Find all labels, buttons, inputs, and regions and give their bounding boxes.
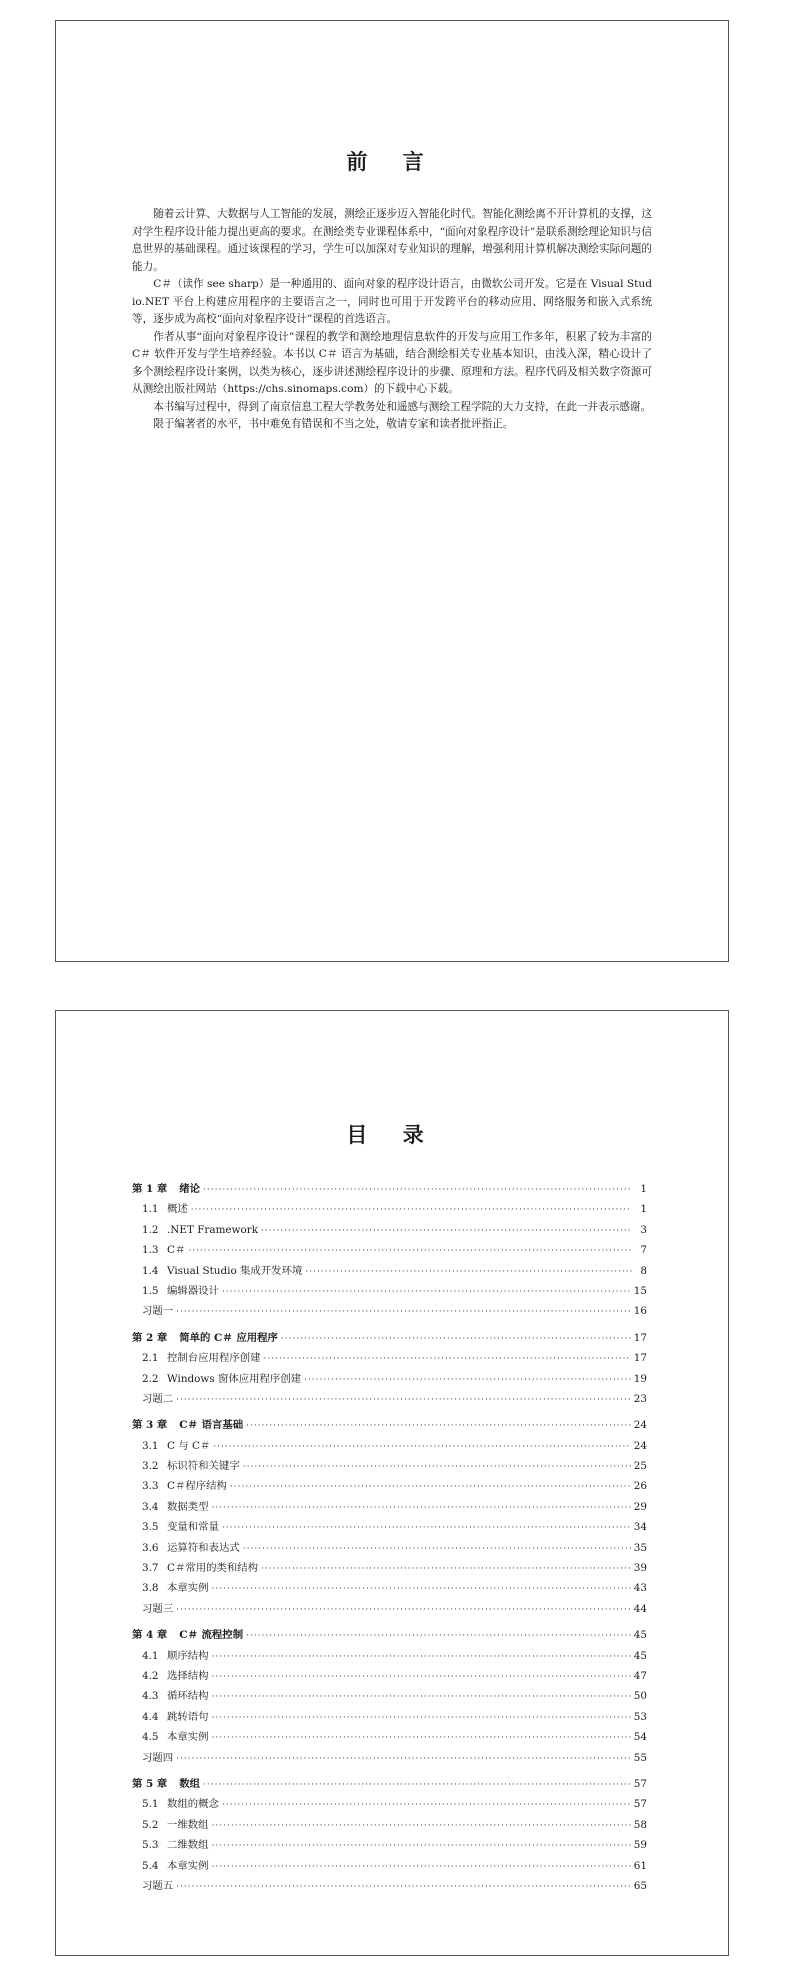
toc-entry-label — [142, 1261, 302, 1281]
toc-page-number: 54 — [633, 1731, 647, 1744]
toc-entry-label — [142, 1199, 188, 1219]
toc-entry-title: Windows 窗体应用程序创建 — [167, 1372, 302, 1385]
toc-entry-title: 习题三 — [142, 1602, 174, 1615]
toc-section-entry[interactable] — [132, 1815, 647, 1835]
toc-page-number: 55 — [633, 1751, 647, 1764]
toc-entry-title: 变量和常量 — [167, 1521, 219, 1534]
toc-section-entry[interactable] — [132, 1436, 647, 1456]
toc-entry-title: 习题二 — [142, 1392, 174, 1405]
toc-entry-title: 本章实例 — [167, 1859, 209, 1872]
toc-entry-label — [142, 1220, 258, 1240]
toc-entry-title: 习题五 — [142, 1879, 174, 1892]
toc-entry-label — [142, 1456, 240, 1476]
dot-leader — [281, 1329, 631, 1349]
toc-page-number: 57 — [633, 1798, 647, 1811]
toc-entry-number: 第 1 章 — [132, 1183, 168, 1195]
toc-entry-label — [142, 1436, 210, 1456]
toc-entry-number: 3.4 — [142, 1500, 159, 1513]
toc-entry-title: Visual Studio 集成开发环境 — [167, 1264, 303, 1277]
dot-leader — [212, 1816, 631, 1836]
dot-leader — [212, 1836, 631, 1856]
toc-section-entry[interactable] — [132, 1707, 647, 1727]
toc-entry-label — [142, 1727, 209, 1747]
toc-title: 目 录 — [346, 1122, 438, 1147]
toc-page-number: 65 — [633, 1879, 647, 1892]
toc-page-number: 53 — [633, 1710, 647, 1723]
dot-leader — [243, 1457, 631, 1477]
toc-entry-title: 标识符和关键字 — [167, 1460, 240, 1473]
toc-page-number: 58 — [633, 1818, 647, 1831]
toc-entry-number: 3.5 — [142, 1521, 159, 1534]
toc-chapter-entry[interactable] — [132, 1774, 647, 1794]
toc-entry-title: 简单的 C＃ 应用程序 — [179, 1331, 278, 1344]
toc-page-number: 8 — [640, 1264, 647, 1277]
toc-exercise-entry[interactable] — [132, 1876, 647, 1896]
toc-entry-label — [142, 1876, 173, 1896]
toc-entry-label — [142, 1856, 209, 1876]
toc-page-number: 24 — [633, 1439, 647, 1452]
toc-entry-number: 4.3 — [142, 1690, 159, 1703]
toc-entry-label — [142, 1369, 301, 1389]
toc-chapter-entry[interactable] — [132, 1328, 647, 1348]
preface-paragraph: 限于编著者的水平，书中难免有错误和不当之处，敬请专家和读者批评指正。 — [153, 418, 514, 430]
toc-entry-label — [142, 1517, 219, 1537]
toc-section-entry[interactable] — [132, 1199, 647, 1219]
toc-section-entry[interactable] — [132, 1646, 647, 1666]
toc-entry-number: 1.5 — [142, 1284, 159, 1297]
toc-section-entry[interactable] — [132, 1538, 647, 1558]
dot-leader — [243, 1539, 631, 1559]
toc-chapter — [132, 1328, 647, 1410]
toc-entry-label — [132, 1625, 243, 1645]
toc-entry-title: 数组的概念 — [167, 1798, 219, 1811]
toc-entry-label — [142, 1389, 173, 1409]
toc-entry-title: 数组 — [179, 1777, 201, 1790]
dot-leader — [176, 1749, 631, 1769]
dot-leader — [212, 1728, 631, 1748]
toc-page-number: 50 — [633, 1690, 647, 1703]
toc-entry-label — [142, 1686, 209, 1706]
toc-entry-title: 选择结构 — [167, 1669, 209, 1682]
toc-entry-title: 运算符和表达式 — [167, 1541, 240, 1554]
toc-entry-title: 循环结构 — [167, 1690, 209, 1703]
dot-leader — [212, 1857, 631, 1877]
dot-leader — [176, 1877, 631, 1897]
preface-paragraph: C＃（读作 see sharp）是一种通用的、面向对象的程序设计语言，由微软公司开发。它是在 Visual Studio.NET 平台上构建应用程序的主要语言之一，同时也可用于开发跨平台的移动应用、网络服务和嵌入式系统等，逐步成为高校“面向对象程序设计”课程的首选语言。 — [132, 278, 652, 325]
dot-leader — [212, 1667, 631, 1687]
toc-section-entry[interactable] — [132, 1794, 647, 1814]
toc-chapter-entry[interactable] — [132, 1625, 647, 1645]
toc-entry-number: 2.2 — [142, 1372, 159, 1385]
toc-entry-label — [142, 1301, 173, 1321]
toc-entry-number: 3.8 — [142, 1582, 159, 1595]
toc-entry-number: 4.2 — [142, 1669, 159, 1682]
toc-page-number: 23 — [633, 1392, 647, 1405]
dot-leader — [230, 1477, 631, 1497]
toc-page-number: 17 — [633, 1352, 647, 1365]
toc-exercise-entry[interactable] — [132, 1301, 647, 1321]
dot-leader — [261, 1559, 631, 1579]
toc-entry-title: 本章实例 — [167, 1731, 209, 1744]
dot-leader — [246, 1626, 631, 1646]
toc-page-number: 34 — [633, 1521, 647, 1534]
toc-entry-number: 2.1 — [142, 1352, 159, 1365]
toc-entry-number: 第 2 章 — [132, 1331, 168, 1344]
toc-entry-number: 第 4 章 — [132, 1629, 168, 1642]
toc-page-number: 15 — [633, 1284, 647, 1297]
toc-page-number: 1 — [640, 1183, 647, 1195]
toc-section-entry[interactable] — [132, 1281, 647, 1301]
toc-entry-label — [142, 1835, 209, 1855]
toc-entry-number: 5.2 — [142, 1818, 159, 1831]
toc-entry-title: 本章实例 — [167, 1582, 209, 1595]
dot-leader — [191, 1200, 632, 1220]
toc-entry-number: 3.6 — [142, 1541, 159, 1554]
toc-section-entry[interactable] — [132, 1456, 647, 1476]
toc-list — [132, 1179, 647, 1902]
preface-paragraph: 作者从事“面向对象程序设计”课程的教学和测绘地理信息软件的开发与应用工作多年，积累了较为丰富的 C＃ 软件开发与学生培养经验。本书以 C＃ 语言为基础，结合测绘相关专业基本知识，由浅入深，精心设计了多个测绘程序设计案例，以类为核心，逐步讲述测绘程序设计的步骤、原理和方法。程序代码及相关数字资源可从测绘出版社网站（https://chs.sinomaps.com）的下载中心下载。 — [132, 330, 652, 395]
toc-page-number: 3 — [640, 1223, 647, 1236]
dot-leader — [212, 1687, 631, 1707]
dot-leader — [203, 1775, 631, 1795]
dot-leader — [222, 1795, 631, 1815]
toc-entry-label — [142, 1578, 209, 1598]
toc-entry-title: 一维数组 — [167, 1818, 209, 1831]
toc-entry-label — [142, 1538, 240, 1558]
toc-entry-title: C＃ 语言基础 — [179, 1419, 244, 1432]
toc-section-entry[interactable] — [132, 1369, 647, 1389]
toc-entry-title: 跳转语句 — [167, 1710, 209, 1723]
toc-entry-number: 5.4 — [142, 1859, 159, 1872]
toc-section-entry[interactable] — [132, 1578, 647, 1598]
toc-page-number: 16 — [633, 1305, 647, 1318]
toc-entry-number: 1.1 — [142, 1203, 159, 1216]
toc-entry-label — [142, 1748, 173, 1768]
toc-entry-label — [132, 1415, 243, 1435]
toc-entry-title: 习题一 — [142, 1305, 174, 1318]
preface-page — [55, 20, 729, 962]
toc-entry-number: 3.2 — [142, 1460, 159, 1473]
toc-page-number: 1 — [640, 1203, 647, 1216]
toc-entry-title: 二维数组 — [167, 1839, 209, 1852]
dot-leader — [212, 1498, 631, 1518]
toc-section-entry[interactable] — [132, 1517, 647, 1537]
toc-section-entry[interactable] — [132, 1666, 647, 1686]
toc-page-number: 25 — [633, 1460, 647, 1473]
toc-entry-number: 3.1 — [142, 1439, 159, 1452]
dot-leader — [305, 1262, 632, 1282]
toc-entry-number: 第 5 章 — [132, 1777, 168, 1790]
toc-entry-number: 5.3 — [142, 1839, 159, 1852]
toc-section-entry[interactable] — [132, 1240, 647, 1260]
preface-title: 前 言 — [346, 149, 438, 174]
toc-entry-number: 3.3 — [142, 1480, 159, 1493]
toc-page-number: 43 — [633, 1582, 647, 1595]
dot-leader — [213, 1437, 630, 1457]
toc-page-number: 39 — [633, 1562, 647, 1575]
toc-chapter — [132, 1179, 647, 1322]
toc-entry-label — [142, 1815, 209, 1835]
dot-leader — [188, 1241, 632, 1261]
toc-section-entry[interactable] — [132, 1220, 647, 1240]
toc-section-entry[interactable] — [132, 1686, 647, 1706]
toc-page-number: 26 — [633, 1480, 647, 1493]
toc-entry-number: 1.4 — [142, 1264, 159, 1277]
toc-entry-number: 5.1 — [142, 1798, 159, 1811]
toc-section-entry[interactable] — [132, 1476, 647, 1496]
toc-entry-label — [142, 1707, 209, 1727]
dot-leader — [246, 1416, 631, 1436]
dot-leader — [264, 1349, 631, 1369]
toc-page-number: 45 — [633, 1629, 647, 1642]
toc-section-entry[interactable] — [132, 1348, 647, 1368]
toc-entry-label — [142, 1348, 261, 1368]
toc-entry-number: 4.1 — [142, 1649, 159, 1662]
toc-page-number: 7 — [640, 1244, 647, 1257]
dot-leader — [212, 1647, 631, 1667]
toc-entry-label — [142, 1281, 219, 1301]
toc-exercise-entry[interactable] — [132, 1599, 647, 1619]
toc-entry-number: 1.3 — [142, 1244, 159, 1257]
toc-entry-title: C＃常用的类和结构 — [167, 1562, 259, 1575]
toc-page-number: 61 — [633, 1859, 647, 1872]
toc-entry-label — [132, 1774, 200, 1794]
toc-page-number: 59 — [633, 1839, 647, 1852]
dot-leader — [212, 1708, 631, 1728]
toc-section-entry[interactable] — [132, 1497, 647, 1517]
toc-entry-title: 概述 — [167, 1203, 188, 1216]
dot-leader — [222, 1518, 631, 1538]
toc-page-number: 24 — [633, 1419, 647, 1432]
toc-chapter — [132, 1774, 647, 1896]
toc-page-number: 44 — [633, 1602, 647, 1615]
toc-page-number: 47 — [633, 1669, 647, 1682]
toc-exercise-entry[interactable] — [132, 1748, 647, 1768]
toc-entry-number: 4.4 — [142, 1710, 159, 1723]
dot-leader — [222, 1282, 631, 1302]
toc-page-number: 17 — [633, 1331, 647, 1344]
toc-exercise-entry[interactable] — [132, 1389, 647, 1409]
toc-entry-number: 3.7 — [142, 1562, 159, 1575]
toc-section-entry[interactable] — [132, 1835, 647, 1855]
toc-page-number: 29 — [633, 1500, 647, 1513]
preface-paragraph: 本书编写过程中，得到了南京信息工程大学教务处和遥感与测绘工程学院的大力支持，在此一并表示感谢。 — [153, 400, 652, 413]
dot-leader — [212, 1579, 631, 1599]
toc-entry-label — [142, 1476, 227, 1496]
toc-entry-title: 绪论 — [179, 1183, 201, 1195]
dot-leader — [176, 1390, 631, 1410]
toc-section-entry[interactable] — [132, 1727, 647, 1747]
dot-leader — [203, 1180, 632, 1200]
toc-entry-label — [132, 1328, 278, 1348]
toc-page — [55, 1010, 729, 1956]
toc-entry-label — [142, 1794, 219, 1814]
toc-entry-title: 数据类型 — [167, 1500, 209, 1513]
toc-section-entry[interactable] — [132, 1856, 647, 1876]
toc-entry-number: 第 3 章 — [132, 1419, 168, 1432]
toc-entry-number: 1.2 — [142, 1223, 159, 1236]
toc-entry-label — [142, 1666, 209, 1686]
toc-entry-label — [142, 1497, 209, 1517]
toc-entry-title: C＃ — [167, 1244, 186, 1257]
toc-entry-title: 控制台应用程序创建 — [167, 1352, 261, 1365]
toc-entry-title: 编辑器设计 — [167, 1284, 219, 1297]
dot-leader — [304, 1370, 631, 1390]
toc-entry-title: 习题四 — [142, 1751, 174, 1764]
toc-entry-label — [142, 1646, 209, 1666]
toc-entry-number: 4.5 — [142, 1731, 159, 1744]
toc-chapter — [132, 1625, 647, 1768]
toc-entry-label — [142, 1599, 173, 1619]
toc-entry-title: 顺序结构 — [167, 1649, 209, 1662]
preface-body — [132, 206, 652, 434]
toc-chapter-entry[interactable] — [132, 1179, 647, 1199]
toc-entry-title: C＃程序结构 — [167, 1480, 227, 1493]
dot-leader — [261, 1221, 632, 1241]
toc-entry-label — [142, 1558, 258, 1578]
toc-page-number: 45 — [633, 1649, 647, 1662]
toc-entry-label — [142, 1240, 185, 1260]
toc-chapter-entry[interactable] — [132, 1415, 647, 1435]
toc-entry-title: .NET Framework — [167, 1223, 258, 1236]
toc-entry-label — [132, 1179, 200, 1199]
toc-page-number: 57 — [633, 1777, 647, 1790]
dot-leader — [176, 1600, 631, 1620]
toc-entry-title: C＃ 流程控制 — [179, 1629, 244, 1642]
toc-chapter — [132, 1415, 647, 1619]
toc-page-number: 19 — [633, 1372, 647, 1385]
toc-entry-title: C 与 C＃ — [167, 1439, 211, 1452]
dot-leader — [176, 1302, 631, 1322]
toc-page-number: 35 — [633, 1541, 647, 1554]
toc-section-entry[interactable] — [132, 1261, 647, 1281]
preface-paragraph: 随着云计算、大数据与人工智能的发展，测绘正逐步迈入智能化时代。智能化测绘离不开计算机的支撑，这对学生程序设计能力提出更高的要求。在测绘类专业课程体系中，“面向对象程序设计”是联系测绘理论知识与信息世界的基础课程。通过该课程的学习，学生可以加深对专业知识的理解，增强利用计算机解决测绘实际问题的能力。 — [132, 208, 652, 273]
toc-section-entry[interactable] — [132, 1558, 647, 1578]
